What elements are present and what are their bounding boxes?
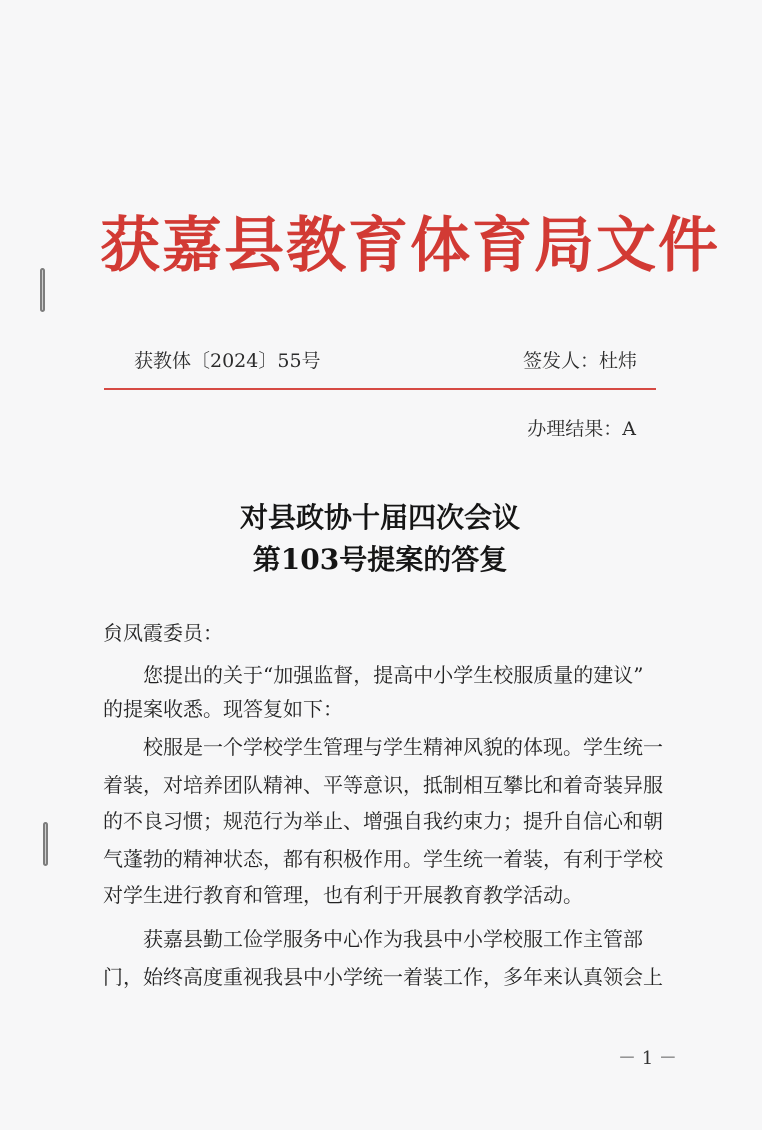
body-line: 校服是一个学校学生管理与学生精神风貌的体现。学生统一 [103, 735, 663, 759]
staple-bottom [43, 822, 48, 866]
document-number: 获教体〔2024〕55号 [134, 350, 321, 372]
red-divider [104, 388, 656, 390]
body-line: 门，始终高度重视我县中小学统一着装工作，多年来认真领会上 [103, 965, 663, 989]
body-line: 您提出的关于“加强监督，提高中小学生校服质量的建议” [103, 663, 644, 687]
staple-top [40, 268, 45, 312]
issuer: 签发人：杜炜 [522, 350, 637, 372]
page-number: － 1 － [618, 1048, 677, 1069]
body-line: 对学生进行教育和管理，也有利于开展教育教学活动。 [103, 883, 583, 907]
body-line: 气蓬勃的精神状态，都有积极作用。学生统一着装，有利于学校 [103, 847, 663, 871]
reply-heading-line2: 第103号提案的答复 [252, 543, 508, 576]
handling-result: 办理结果：A [527, 418, 636, 440]
body-line: 着装，对培养团队精神、平等意识，抵制相互攀比和着奇装异服 [103, 773, 663, 797]
reply-heading-line1: 对县政协十届四次会议 [239, 501, 520, 534]
body-line: 的不良习惯；规范行为举止、增强自我约束力；提升自信心和朝 [103, 809, 663, 833]
document-title: 获嘉县教育体育局文件 [100, 211, 720, 281]
salutation: 贠凤霞委员： [103, 621, 223, 645]
body-line: 获嘉县勤工俭学服务中心作为我县中小学校服工作主管部 [103, 927, 643, 951]
body-line: 的提案收悉。现答复如下： [103, 697, 343, 721]
